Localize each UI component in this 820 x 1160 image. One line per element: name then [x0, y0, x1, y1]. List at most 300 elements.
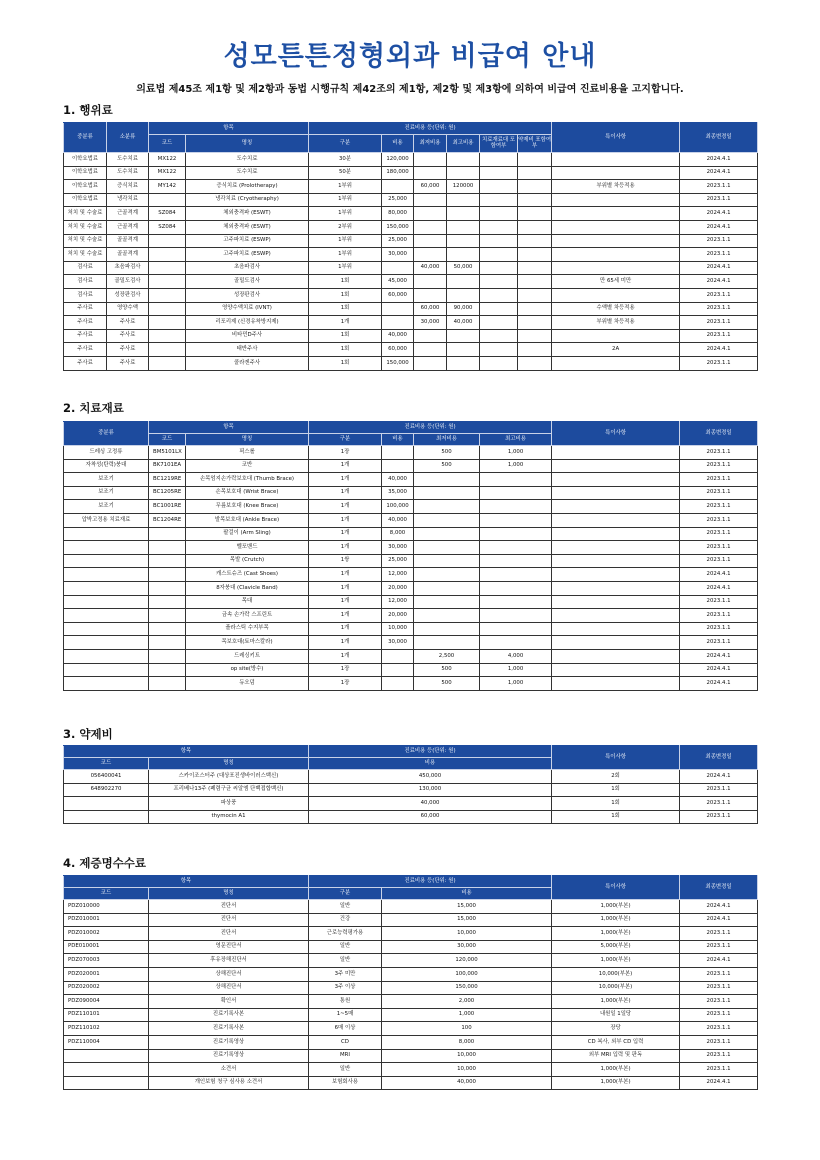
table-cell	[64, 1076, 149, 1090]
table-cell: 목발 (Crutch)	[186, 554, 309, 568]
table-cell: PDZ010001	[64, 913, 149, 927]
table-cell: 3주 미만	[309, 967, 382, 981]
table-cell: 1~5매	[309, 1008, 382, 1022]
table-cell: 체외충격파 (ESWT)	[186, 207, 309, 221]
table-cell	[447, 356, 480, 370]
table-cell: 진료기록영상	[149, 1035, 309, 1049]
table-cell: 증식치료 (Prolotherapy)	[186, 180, 309, 194]
table-cell	[64, 568, 149, 582]
table-cell: 처치 및 수술료	[64, 248, 107, 262]
table-cell: 2,000	[382, 995, 552, 1009]
table-cell: 보험회사용	[309, 1076, 382, 1090]
certificates-table	[63, 875, 758, 1090]
table-cell	[447, 153, 480, 167]
table-cell: 2023.1.1	[680, 459, 758, 473]
table-cell	[552, 595, 680, 609]
table-cell	[552, 261, 680, 275]
table-cell: 도수치료	[186, 166, 309, 180]
table-cell	[552, 193, 680, 207]
table-cell: 1개	[309, 609, 382, 623]
header-name: 명칭	[186, 135, 309, 153]
table-cell: 2023.1.1	[680, 500, 758, 514]
table-cell	[414, 636, 480, 650]
table-cell: 일반	[309, 900, 382, 914]
table-cell: 진단서	[149, 913, 309, 927]
table-cell	[518, 275, 552, 289]
table-cell	[552, 581, 680, 595]
table-cell	[149, 677, 186, 691]
table-cell	[552, 153, 680, 167]
table-cell	[480, 622, 552, 636]
table-cell	[552, 636, 680, 650]
table-cell: 500	[414, 663, 480, 677]
table-cell: 2023.1.1	[680, 554, 758, 568]
table-cell: op site(방수)	[186, 663, 309, 677]
table-cell: 진단서	[149, 927, 309, 941]
table-cell: 이학요법료	[64, 180, 107, 194]
table-cell: MX122	[149, 153, 186, 167]
table-cell	[552, 486, 680, 500]
table-cell: 40,000	[382, 329, 414, 343]
header-note: 특이사항	[552, 746, 680, 770]
table-cell: 압박고정용 치료재료	[64, 513, 149, 527]
table-cell: 40,000	[309, 797, 552, 811]
table-cell: 4,000	[480, 649, 552, 663]
table-cell: 2023.1.1	[680, 513, 758, 527]
table-cell	[552, 329, 680, 343]
table-cell	[480, 343, 518, 357]
table-row	[64, 329, 758, 343]
table-cell: 1부위	[309, 180, 382, 194]
table-cell: 손목보호대 (Wrist Brace)	[186, 486, 309, 500]
table-cell	[149, 622, 186, 636]
table-cell: 30,000	[382, 248, 414, 262]
table-cell: 골밀도검사	[107, 275, 149, 289]
table-cell	[480, 541, 552, 555]
table-cell: 1개	[309, 581, 382, 595]
table-cell: 도수치료	[107, 166, 149, 180]
table-row	[64, 486, 758, 500]
table-cell: 25,000	[382, 234, 414, 248]
table-cell: 40,000	[414, 261, 447, 275]
legal-notice: 의료법 제45조 제1항 및 제2항과 동법 시행규칙 제42조의 제1항, 제2항 및 제3항에 의하여 비급여 진료비용을 고지합니다.	[136, 84, 684, 95]
table-row	[64, 343, 758, 357]
table-cell: 2024.4.1	[680, 261, 758, 275]
table-cell	[518, 207, 552, 221]
table-row	[64, 316, 758, 330]
table-row	[64, 981, 758, 995]
table-cell	[64, 595, 149, 609]
table-row	[64, 770, 758, 784]
header-price: 비용	[382, 135, 414, 153]
table-cell: 30,000	[414, 316, 447, 330]
table-cell	[552, 220, 680, 234]
table-cell	[414, 527, 480, 541]
table-row	[64, 207, 758, 221]
certificates-body	[64, 900, 758, 1090]
table-cell: thymocin A1	[149, 810, 309, 824]
table-cell	[64, 1049, 149, 1063]
header-price: 비용	[309, 758, 552, 770]
table-cell: 코반	[186, 459, 309, 473]
table-cell: 1,000(부본)	[552, 900, 680, 914]
table-cell: PDZ070003	[64, 954, 149, 968]
header-name: 명칭	[149, 758, 309, 770]
table-cell	[480, 581, 552, 595]
table-row	[64, 677, 758, 691]
table-cell: 손목엄지손가락보호대 (Thumb Brace)	[186, 473, 309, 487]
table-cell: 벨포밴드	[186, 541, 309, 555]
table-cell: 130,000	[309, 783, 552, 797]
table-cell	[518, 356, 552, 370]
table-cell	[552, 166, 680, 180]
table-cell: 주사료	[107, 316, 149, 330]
table-cell	[149, 581, 186, 595]
table-row	[64, 220, 758, 234]
table-cell: 2023.1.1	[680, 473, 758, 487]
table-cell: 1개	[309, 473, 382, 487]
table-cell: 2024.4.1	[680, 770, 758, 784]
table-cell	[64, 622, 149, 636]
table-cell	[382, 180, 414, 194]
table-cell	[552, 446, 680, 460]
table-cell: 캐스트슈즈 (Cast Shoes)	[186, 568, 309, 582]
table-cell: 부위별 차등적용	[552, 180, 680, 194]
table-cell	[414, 207, 447, 221]
table-row	[64, 166, 758, 180]
table-cell	[149, 329, 186, 343]
header-code: 코드	[64, 888, 149, 900]
header-max: 최고비용	[447, 135, 480, 153]
header-updated: 최종변경일	[680, 746, 758, 770]
table-cell: 1,000	[480, 663, 552, 677]
table-row	[64, 288, 758, 302]
table-cell	[414, 473, 480, 487]
table-row	[64, 967, 758, 981]
table-cell: 2023.1.1	[680, 193, 758, 207]
table-cell	[64, 541, 149, 555]
table-cell: PDZ110004	[64, 1035, 149, 1049]
table-cell: 1개	[309, 541, 382, 555]
table-cell: 상해진단서	[149, 981, 309, 995]
table-row	[64, 193, 758, 207]
table-cell: 30,000	[382, 541, 414, 555]
header-min: 최저비용	[414, 135, 447, 153]
table-cell: 프리베나13주 (폐렴구균 씨알엠 단백접합백신)	[149, 783, 309, 797]
table-cell	[552, 356, 680, 370]
table-cell	[382, 302, 414, 316]
header-item: 항목	[149, 422, 309, 434]
table-cell: 발목보호대 (Ankle Brace)	[186, 513, 309, 527]
table-cell: 2023.1.1	[680, 1035, 758, 1049]
table-cell	[382, 649, 414, 663]
table-cell: 2A	[552, 343, 680, 357]
table-cell: BC1001RE	[149, 500, 186, 514]
table-cell: 보조기	[64, 473, 149, 487]
table-cell	[414, 541, 480, 555]
table-cell: 8,000	[382, 527, 414, 541]
table-cell	[518, 180, 552, 194]
table-cell	[552, 554, 680, 568]
table-cell: 10,000(부본)	[552, 981, 680, 995]
table-cell	[480, 554, 552, 568]
table-cell: 일반	[309, 940, 382, 954]
table-cell: 검사료	[64, 275, 107, 289]
table-cell: 1회	[309, 275, 382, 289]
table-cell: 진단서	[149, 900, 309, 914]
table-cell: 10,000	[382, 622, 414, 636]
table-cell: 15,000	[382, 900, 552, 914]
drugs-table	[63, 745, 758, 824]
table-cell	[64, 649, 149, 663]
table-cell: 35,000	[382, 486, 414, 500]
table-cell: 1회	[552, 810, 680, 824]
header-item: 항목	[149, 123, 309, 135]
table-cell: 5,000(부본)	[552, 940, 680, 954]
table-row	[64, 459, 758, 473]
table-cell	[149, 316, 186, 330]
table-cell	[518, 193, 552, 207]
table-cell: 2023.1.1	[680, 446, 758, 460]
table-cell: 2024.4.1	[680, 677, 758, 691]
table-row	[64, 995, 758, 1009]
procedures-body	[64, 153, 758, 371]
table-cell	[64, 1063, 149, 1077]
table-cell: 60,000	[382, 343, 414, 357]
table-cell: 2023.1.1	[680, 1022, 758, 1036]
table-cell: 일반	[309, 954, 382, 968]
table-cell: 100,000	[382, 967, 552, 981]
table-cell: 초음파검사	[107, 261, 149, 275]
table-cell: 1부위	[309, 234, 382, 248]
table-cell: 통원	[309, 995, 382, 1009]
table-cell	[480, 609, 552, 623]
table-cell	[518, 220, 552, 234]
header-item: 항목	[64, 876, 309, 888]
table-cell	[149, 636, 186, 650]
table-cell: 500	[414, 677, 480, 691]
table-cell	[382, 459, 414, 473]
table-cell: 2024.4.1	[680, 581, 758, 595]
table-row	[64, 275, 758, 289]
table-cell	[480, 166, 518, 180]
table-cell: 영양수액치료 (IVNT)	[186, 302, 309, 316]
table-row	[64, 927, 758, 941]
table-cell	[552, 677, 680, 691]
table-cell: 100,000	[382, 500, 414, 514]
materials-body	[64, 446, 758, 691]
table-cell: CD	[309, 1035, 382, 1049]
table-cell: 2024.4.1	[680, 954, 758, 968]
table-cell	[382, 316, 414, 330]
header-major: 중분류	[64, 123, 107, 153]
table-cell	[518, 288, 552, 302]
table-cell	[414, 343, 447, 357]
table-cell	[414, 554, 480, 568]
table-cell: 2023.1.1	[680, 248, 758, 262]
table-cell: 주사료	[64, 343, 107, 357]
table-row	[64, 153, 758, 167]
table-cell	[480, 513, 552, 527]
table-cell: 1부위	[309, 261, 382, 275]
table-cell: 1,000(부본)	[552, 954, 680, 968]
table-cell	[552, 527, 680, 541]
table-cell: 1개	[309, 513, 382, 527]
table-cell: 1부위	[309, 207, 382, 221]
table-cell	[414, 220, 447, 234]
table-cell: SZ084	[149, 220, 186, 234]
table-cell: 648902270	[64, 783, 149, 797]
table-cell: 2024.4.1	[680, 275, 758, 289]
table-cell	[480, 636, 552, 650]
table-row	[64, 248, 758, 262]
header-drug-included: 약제비 포함여부	[518, 135, 552, 153]
table-cell: PDZ010000	[64, 900, 149, 914]
table-cell: 고주파치료 (ESWP)	[186, 248, 309, 262]
table-cell: 냉각치료 (Cryotheraphy)	[186, 193, 309, 207]
table-cell: 60,000	[309, 810, 552, 824]
table-cell: 2023.1.1	[680, 302, 758, 316]
table-cell	[552, 207, 680, 221]
header-updated: 최종변경일	[680, 876, 758, 900]
table-cell: 2023.1.1	[680, 356, 758, 370]
table-row	[64, 797, 758, 811]
table-cell: 1,000(부본)	[552, 995, 680, 1009]
table-cell	[480, 473, 552, 487]
table-cell	[552, 622, 680, 636]
table-cell: MY142	[149, 180, 186, 194]
table-cell: 성장판검사	[107, 288, 149, 302]
table-cell: 2023.1.1	[680, 622, 758, 636]
table-row	[64, 581, 758, 595]
table-cell: 듀오덤	[186, 677, 309, 691]
header-minor: 소분류	[107, 123, 149, 153]
table-cell: 1,000	[480, 677, 552, 691]
table-cell: 일반	[309, 1063, 382, 1077]
table-cell: 2024.4.1	[680, 207, 758, 221]
table-cell	[480, 356, 518, 370]
table-cell: 150,000	[382, 356, 414, 370]
table-cell	[552, 234, 680, 248]
table-cell: 1,000(부본)	[552, 913, 680, 927]
table-cell	[552, 288, 680, 302]
table-cell: 보조기	[64, 500, 149, 514]
table-cell: 2024.4.1	[680, 1076, 758, 1090]
materials-table	[63, 421, 758, 691]
table-cell: 초음파검사	[186, 261, 309, 275]
table-row	[64, 513, 758, 527]
table-cell: 부위별 차등적용	[552, 316, 680, 330]
table-cell: 영문진단서	[149, 940, 309, 954]
table-cell	[480, 288, 518, 302]
table-cell	[149, 527, 186, 541]
table-cell: 드레싱키트	[186, 649, 309, 663]
table-cell: 60,000	[414, 180, 447, 194]
table-cell	[552, 568, 680, 582]
table-row	[64, 180, 758, 194]
header-name: 명칭	[186, 434, 309, 446]
table-cell: 120,000	[382, 954, 552, 968]
table-cell	[552, 473, 680, 487]
table-cell	[414, 329, 447, 343]
table-cell: 12,000	[382, 568, 414, 582]
table-cell	[552, 500, 680, 514]
table-cell: 1회	[309, 288, 382, 302]
table-cell: 1부위	[309, 248, 382, 262]
table-cell: BC1219RE	[149, 473, 186, 487]
table-row	[64, 622, 758, 636]
table-cell: 2024.4.1	[680, 663, 758, 677]
table-cell: 2024.4.1	[680, 568, 758, 582]
table-cell: 2023.1.1	[680, 329, 758, 343]
page-title: 성모튼튼정형외과 비급여 안내	[223, 41, 597, 72]
table-cell: 40,000	[382, 513, 414, 527]
table-row	[64, 473, 758, 487]
table-cell: MX122	[149, 166, 186, 180]
table-cell: 자착성(탄력)붕대	[64, 459, 149, 473]
table-cell	[480, 275, 518, 289]
table-cell: 골골격계	[107, 248, 149, 262]
table-cell	[149, 193, 186, 207]
table-cell	[382, 261, 414, 275]
section-title-certificates: 4. 제증명수수료	[63, 856, 147, 870]
table-cell: 개인보험 청구 심사용 소견서	[149, 1076, 309, 1090]
table-row	[64, 500, 758, 514]
table-cell: 보조기	[64, 486, 149, 500]
table-cell: 60,000	[414, 302, 447, 316]
table-cell: 1,000	[480, 446, 552, 460]
table-row	[64, 1063, 758, 1077]
table-cell: 2023.1.1	[680, 981, 758, 995]
table-cell: MRI	[309, 1049, 382, 1063]
drugs-body	[64, 770, 758, 824]
table-cell: 1개	[309, 636, 382, 650]
table-cell: 체외충격파 (ESWT)	[186, 220, 309, 234]
table-row	[64, 595, 758, 609]
table-cell	[64, 797, 149, 811]
header-unit: 구분	[309, 434, 382, 446]
header-note: 특이사항	[552, 123, 680, 153]
table-cell: 1장	[309, 663, 382, 677]
table-cell: 2023.1.1	[680, 797, 758, 811]
header-item: 항목	[64, 746, 309, 758]
table-cell	[149, 234, 186, 248]
table-cell: 1개	[309, 649, 382, 663]
table-cell: 1개	[309, 568, 382, 582]
table-cell	[414, 275, 447, 289]
table-cell: 2023.1.1	[680, 940, 758, 954]
table-cell: 50분	[309, 166, 382, 180]
table-cell	[414, 568, 480, 582]
table-cell: 2023.1.1	[680, 527, 758, 541]
table-cell: 12,000	[382, 595, 414, 609]
table-row	[64, 783, 758, 797]
table-cell: PDZ110101	[64, 1008, 149, 1022]
table-row	[64, 1022, 758, 1036]
table-cell: 1회	[552, 783, 680, 797]
table-cell	[149, 554, 186, 568]
table-cell	[447, 343, 480, 357]
table-cell: 진료기록영상	[149, 1049, 309, 1063]
table-cell: 외부 MRI 입력 및 판독	[552, 1049, 680, 1063]
table-cell	[149, 275, 186, 289]
table-cell	[149, 609, 186, 623]
table-cell: 1개	[309, 500, 382, 514]
table-cell	[480, 568, 552, 582]
table-cell	[447, 248, 480, 262]
header-updated: 최종변경일	[680, 422, 758, 446]
table-cell	[552, 459, 680, 473]
